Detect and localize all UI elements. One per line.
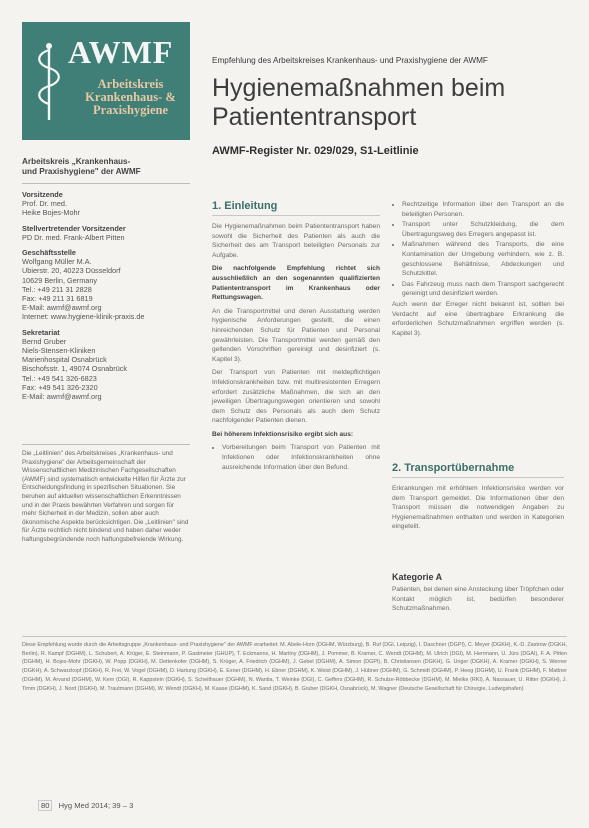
sidebar-secretary: Sekretariat Bernd Gruber Niels-Stensen-Kliniken Marienhospital Osnabrück Bischofsstr. 1, 49074 Osnabrück Tel.: +49 541 326-6823 Fax: +49 541 326-2320 E-Mail: awmf@awmf.org bbox=[22, 327, 128, 402]
sidebar-org: Arbeitskreis „Krankenhaus- und Praxishygiene" der AWMF bbox=[22, 157, 141, 176]
list bbox=[392, 200, 564, 299]
page-title: Hygienemaßnahmen beim Patiententransport bbox=[212, 74, 506, 131]
section-rule bbox=[392, 477, 564, 478]
paragraph: Die Hygienemaßnahmen beim Patiententransport haben sowohl die Sicherheit des Patienten als auch die Sicherheit des am Transport beteiligten Personals zur Aufgabe. bbox=[212, 223, 380, 259]
register-number: AWMF-Register Nr. 029/029, S1-Leitlinie bbox=[212, 145, 419, 157]
sidebar-deputy: Stellvertretender Vorsitzender PD Dr. med. Frank-Albert Pitten bbox=[22, 223, 126, 242]
author-footnote: Diese Empfehlung wurde durch die Arbeitsgruppe „Krankenhaus- und Praxishygiene" der AWMF erarbeitet: M. Abele-Horn (DGHM, Würzburg), B. Ruf (DGI, Leipzig), I. Daschner (DGPI), C. Meyer (DGKH), K.-D. Zastrow (DGKH, Berlin), R. Kampf (DGHM), L. Schubert, A. Krüger, E. Steinmann, P. Gastmeier (GHUP), T. Eckmanns, H. Martiny (DGHM), J. Pommer, B. Kramer, C. Wendt (DGHM), M. Ulrich (DGI), M. Herrmann, U. Jürs (DGAI), F. A. Pitten (DGHM), H. Bojes-Mohr (DGKH), W. Popp (DGKH), M. Dettenkofer (DGHM), S. Krüger, A. Friedrich (DGHM), J. Gebel (DGHM), A. Simon (DGPI), B. Christiansen (DGKH), G. Unger (DGKH), A. Kramer (DGKH), S. Werner (DGKH), A. Schwarzkopf (DGKH), R. Frei, W. Vogel (DGHM), D. Hartung (DGKH), E. Exner (DGHM), H. Ebner (DGHM), K. Weist (DGHM), J. Hübner (DGHM), G. Schmidt (DGHM), P. Heeg (DGHM), U. Frank (DGHM), F. Mattner (DGHM), M. Arvand (DGHM), W. Kern (DGI), R. Kappstein (DGKH), S. Scheithauer (DGHM), N. Wantia, T. Weinke (DGI), C. Geffers (DGHM), R. Schulze-Röbbecke (DGHM), M. Mielke (RKI), A. Nassauer, U. Ritter (DGKH), J. Timm (DGKH), J. Nord (DGKH), M. Trautmann (DGHM), W. Wendt (DGKH), M. Kaase (DGHM), K. Sand (DGKH), B. Gruber (DGKH, Osnabrück), M. Wagner (Deutsche Gesellschaft für Chirurgie, Ludwigshafen) bbox=[22, 636, 567, 693]
list-item: • Maßnahmen während des Transports, die eine Kontamination der Umgebung verhindern, wie z. B. geschlossene Behältnisse, Abdeckungen und Schutzkittel. bbox=[402, 240, 564, 278]
category-heading: Kategorie A bbox=[392, 572, 443, 582]
list bbox=[212, 443, 380, 472]
kicker: Empfehlung des Arbeitskreises Krankenhaus- und Praxishygiene der AWMF bbox=[212, 56, 488, 65]
column-left bbox=[212, 222, 380, 473]
aesculapian-staff-icon bbox=[32, 40, 66, 124]
sidebar-office: Geschäftsstelle Wolfgang Müller M.A. Ubierstr. 20, 40223 Düsseldorf 10629 Berlin, Germany Tel.: +49 211 31 2828 Fax: +49 211 31 6819 E-Mail: awmf@awmf.org Internet: www.hygiene-klinik-praxis.de bbox=[22, 248, 145, 322]
sidebar bbox=[22, 157, 190, 407]
journal-citation: Hyg Med 2014; 39 – 3 bbox=[58, 801, 134, 810]
sidebar-note: Die „Leitlinien" des Arbeitskreises „Krankenhaus- und Praxishygiene" der Arbeitsgemeinschaft der Wissenschaftlichen Medizinischen Fachgesellschaften (AWMF) sind systematisch entwickelte Hilfen für Ärzte zur Entscheidungsfindung in spezifischen Situationen. Sie beruhen auf aktuellen wissenschaftlichen Erkenntnissen und in der Praxis bewährten Verfahren und sorgen für mehr Sicherheit in der Medizin, sollen aber auch ökonomische Aspekte berücksichtigen. Die „Leitlinien" sind für Ärzte rechtlich nicht bindend und haben daher weder haftungsbegründende noch haftungsbefreiende Wirkung. bbox=[22, 450, 189, 543]
sidebar-chair: Vorsitzende Prof. Dr. med. Heike Bojes-Mohr bbox=[22, 190, 80, 218]
list-item: • Das Fahrzeug muss nach dem Transport sachgerecht gereinigt und desinfiziert werden. bbox=[402, 280, 564, 299]
list-item: • Vorbereitungen beim Transport von Patienten mit Infektionen oder Infektionskrankheiten ohne ausreichende Information über den Befund. bbox=[222, 443, 380, 472]
paragraph: Erkrankungen mit erhöhtem Infektionsrisiko werden vor dem Transport gemeldet. Die Informationen über den Transport müssen die notwendigen Angaben zu Hygienemaßnahmen enthalten und werden in Kategorien eingeteilt. bbox=[392, 485, 564, 531]
section-heading-2: 2. Transportübernahme bbox=[392, 462, 515, 474]
section-heading-1: 1. Einleitung bbox=[212, 200, 278, 212]
sidebar-divider bbox=[22, 444, 190, 445]
page-footer bbox=[38, 801, 133, 810]
paragraph: Der Transport von Patienten mit meldepflichtigen Infektionskrankheiten bzw. mit multiresistenten Erregern erfordert zusätzliche Maßnahmen, die sich an den jeweiligen Übertragungswegen orientieren und sowohl dem Schutz des Personals als auch dem Schutz nachfolgender Patienten dienen. bbox=[212, 369, 380, 425]
column-right bbox=[392, 200, 564, 342]
paragraph: An die Transportmittel und deren Ausstattung werden hygienische Anforderungen gestellt, die einen hinreichenden Schutz für Patienten und Personal gewährleisten. Die Transportmittel werden gemäß den geltenden Vorschriften gereinigt und desinfiziert (s. Kapitel 3). bbox=[212, 307, 380, 363]
paragraph-bold: Bei höherem Infektionsrisiko ergibt sich aus: bbox=[212, 430, 354, 438]
section-rule bbox=[212, 215, 380, 216]
awmf-logo bbox=[22, 22, 190, 140]
logo-wordmark: AWMF bbox=[68, 34, 174, 70]
logo-subtitle: Arbeitskreis Krankenhaus- & Praxishygiene bbox=[85, 77, 176, 117]
column-right-section2 bbox=[392, 484, 564, 536]
list-item: • Rechtzeitige Information über den Transport an die beteiligten Personen. bbox=[402, 200, 564, 219]
paragraph: Auch wenn der Erreger nicht bekannt ist, sollten bei Verdacht auf eine übertragbare Erkrankung die erforderlichen Schutzmaßnahmen ergriffen werden (s. Kapitel 3). bbox=[392, 300, 564, 337]
paragraph-bold: Die nachfolgende Empfehlung richtet sich ausschließlich an den sogenannten qualifizierten Patiententransport im Krankenhaus oder Rettungswagen. bbox=[212, 265, 380, 302]
page-number: 80 bbox=[38, 800, 52, 811]
category-text: Patienten, bei denen eine Ansteckung über Tröpfchen oder Kontakt möglich ist, bedürfen besonderer Schutzmaßnahmen. bbox=[392, 586, 564, 613]
list-item: • Transport unter Schutzkleidung, die dem Übertragungsweg des Erregers angepasst ist. bbox=[402, 220, 564, 239]
